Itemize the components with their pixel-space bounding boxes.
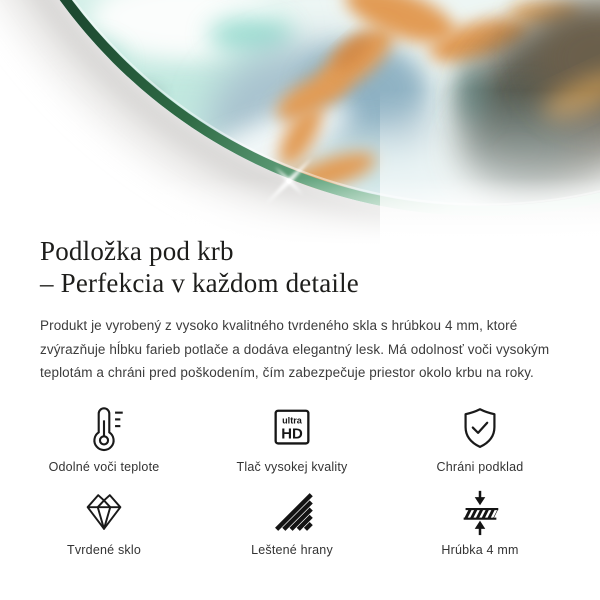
ultra-hd-text-small: ultra xyxy=(282,415,302,426)
shield-check-icon xyxy=(455,404,505,454)
feature-polished-edges xyxy=(198,485,386,557)
feature-label: Leštené hrany xyxy=(251,542,333,557)
product-description-section xyxy=(0,235,600,385)
feature-print-quality xyxy=(198,402,386,474)
feature-label: Tvrdené sklo xyxy=(67,542,141,557)
product-description: Produkt je vyrobený z vysoko kvalitného tvrdeného skla s hrúbkou 4 mm, ktoré zvýrazňuje hĺbku farieb potlače a dodáva elegantný lesk. Má odolnosť voči vysokým teplotám a chráni pred poškodením, čím zabezpečuje priestor okolo krbu na roky. xyxy=(40,318,550,380)
feature-label: Hrúbka 4 mm xyxy=(441,542,519,557)
hero-product-image xyxy=(0,0,600,245)
diamond-icon xyxy=(79,487,129,537)
feature-protects-base xyxy=(386,402,574,474)
polished-edges-icon xyxy=(267,487,317,537)
ultra-hd-text-large: HD xyxy=(281,426,303,443)
thickness-icon xyxy=(455,487,505,537)
page-title-line2: – Perfekcia v každom detaile xyxy=(40,268,359,298)
feature-tempered-glass xyxy=(10,485,198,557)
ultra-hd-icon xyxy=(267,404,317,454)
page-title-line1: Podložka pod krb xyxy=(40,236,234,266)
feature-label: Chráni podklad xyxy=(436,459,524,474)
feature-label: Odolné voči teplote xyxy=(48,459,160,474)
feature-grid xyxy=(10,402,574,557)
feature-label: Tlač vysokej kvality xyxy=(236,459,348,474)
feature-thickness xyxy=(386,485,574,557)
thermometer-icon xyxy=(79,404,129,454)
feature-heat-resistant xyxy=(10,402,198,474)
